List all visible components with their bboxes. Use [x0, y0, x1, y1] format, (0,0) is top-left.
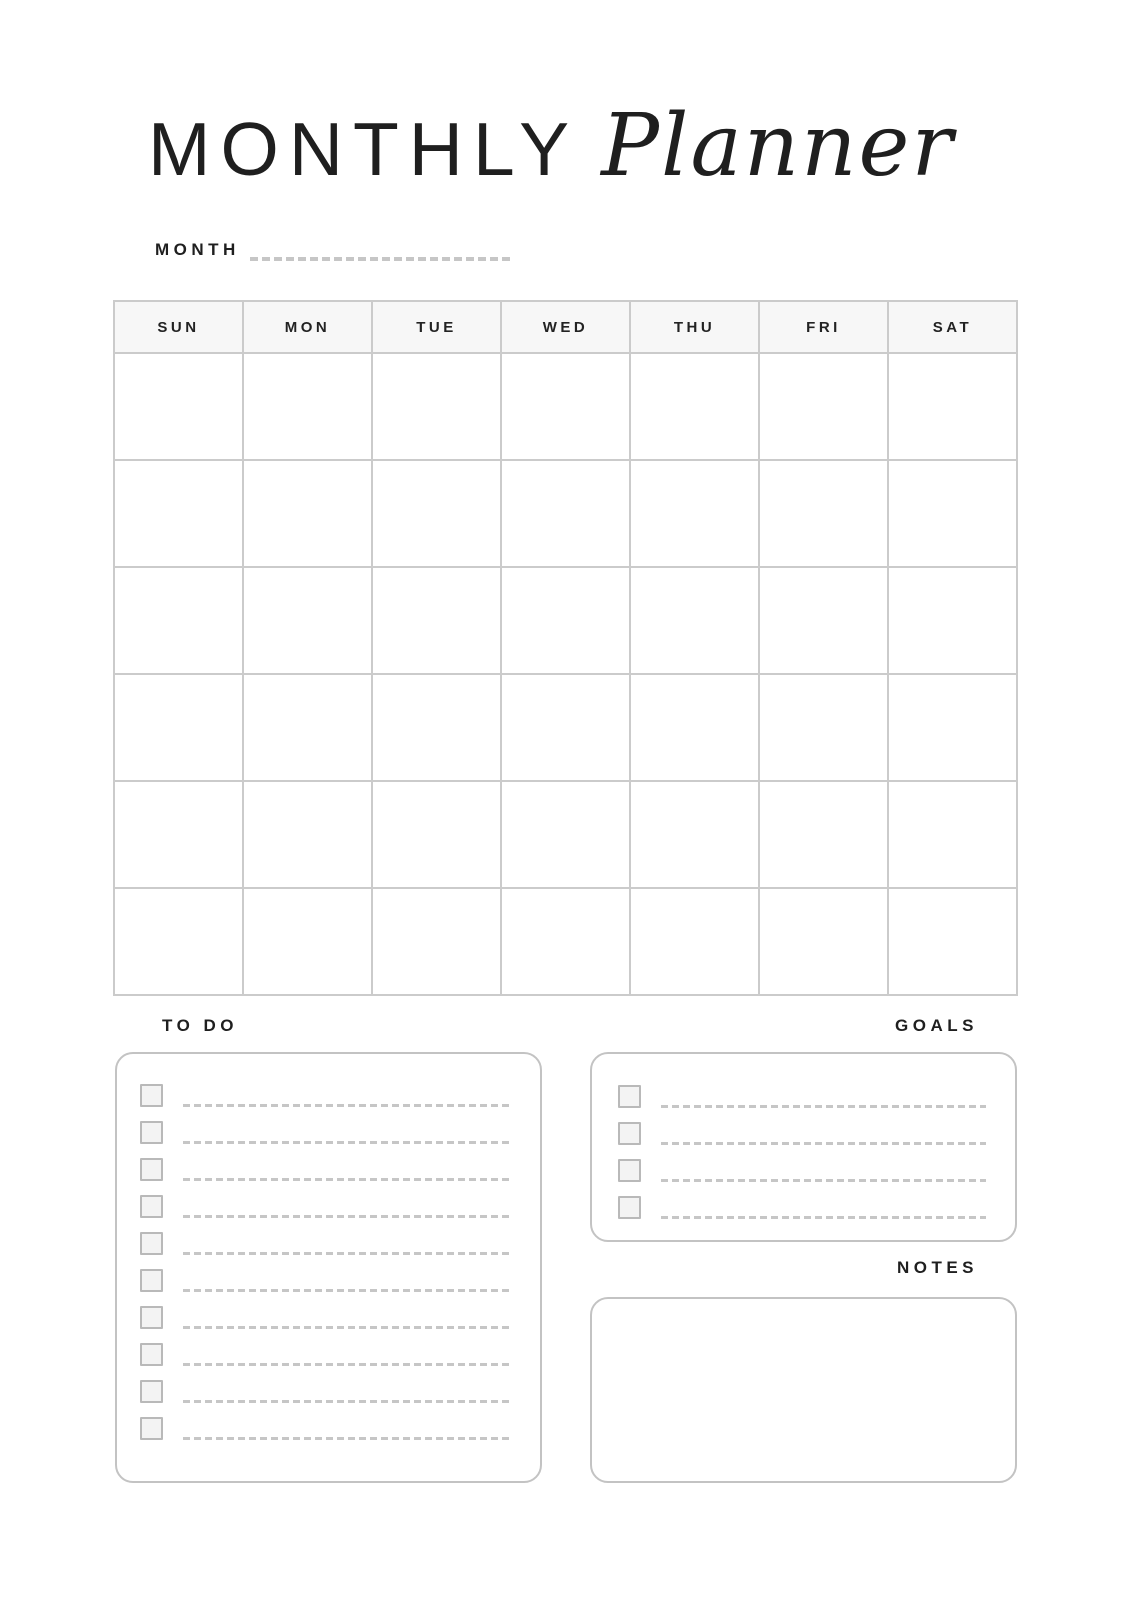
write-in-line[interactable]	[183, 1289, 511, 1292]
todo-item	[140, 1158, 540, 1195]
calendar-day-cell[interactable]	[888, 781, 1017, 888]
week-row	[114, 674, 1017, 781]
write-in-line[interactable]	[661, 1105, 986, 1108]
write-in-line[interactable]	[183, 1215, 511, 1218]
todo-item	[140, 1084, 540, 1121]
write-in-line[interactable]	[661, 1142, 986, 1145]
write-in-line[interactable]	[183, 1104, 511, 1107]
goal-item	[618, 1085, 1015, 1122]
calendar-day-cell[interactable]	[630, 567, 759, 674]
calendar-day-cell[interactable]	[630, 888, 759, 995]
calendar-day-cell[interactable]	[630, 674, 759, 781]
write-in-line[interactable]	[183, 1326, 511, 1329]
checkbox[interactable]	[140, 1121, 163, 1144]
calendar-day-cell[interactable]	[759, 674, 888, 781]
calendar-day-cell[interactable]	[372, 888, 501, 995]
calendar-day-cell[interactable]	[501, 567, 630, 674]
goals-label: GOALS	[895, 1016, 978, 1035]
checkbox[interactable]	[140, 1232, 163, 1255]
todo-item	[140, 1417, 540, 1454]
calendar-day-cell[interactable]	[501, 674, 630, 781]
day-header-wed: WED	[501, 301, 630, 353]
calendar-table	[113, 300, 1018, 996]
checkbox[interactable]	[618, 1085, 641, 1108]
day-header-fri: FRI	[759, 301, 888, 353]
calendar-day-cell[interactable]	[501, 353, 630, 460]
week-row	[114, 460, 1017, 567]
calendar-day-cell[interactable]	[243, 674, 372, 781]
goal-item	[618, 1159, 1015, 1196]
write-in-line[interactable]	[183, 1400, 511, 1403]
checkbox[interactable]	[618, 1159, 641, 1182]
day-header-tue: TUE	[372, 301, 501, 353]
title-monthly: MONTHLY	[148, 107, 580, 191]
calendar-day-cell[interactable]	[243, 888, 372, 995]
day-header-row	[114, 301, 1017, 353]
write-in-line[interactable]	[661, 1216, 986, 1219]
calendar-day-cell[interactable]	[630, 781, 759, 888]
calendar-day-cell[interactable]	[372, 674, 501, 781]
month-label: MONTH	[155, 240, 240, 259]
day-header-sun: SUN	[114, 301, 243, 353]
checkbox[interactable]	[140, 1380, 163, 1403]
calendar-day-cell[interactable]	[759, 353, 888, 460]
checkbox[interactable]	[618, 1122, 641, 1145]
checkbox[interactable]	[140, 1084, 163, 1107]
goal-item	[618, 1196, 1015, 1233]
calendar-day-cell[interactable]	[114, 567, 243, 674]
calendar-header	[114, 301, 1017, 353]
calendar-day-cell[interactable]	[114, 888, 243, 995]
todo-item	[140, 1306, 540, 1343]
notes-writing-area[interactable]	[590, 1297, 1017, 1483]
calendar-day-cell[interactable]	[243, 781, 372, 888]
calendar-day-cell[interactable]	[372, 567, 501, 674]
month-write-in-line[interactable]	[250, 257, 510, 261]
calendar-day-cell[interactable]	[630, 460, 759, 567]
week-row	[114, 781, 1017, 888]
calendar-day-cell[interactable]	[501, 888, 630, 995]
week-row	[114, 567, 1017, 674]
calendar-day-cell[interactable]	[501, 460, 630, 567]
todo-item	[140, 1195, 540, 1232]
week-row	[114, 353, 1017, 460]
calendar-day-cell[interactable]	[372, 353, 501, 460]
day-header-sat: SAT	[888, 301, 1017, 353]
calendar-day-cell[interactable]	[114, 353, 243, 460]
write-in-line[interactable]	[183, 1252, 511, 1255]
todo-item	[140, 1121, 540, 1158]
calendar-body	[114, 353, 1017, 995]
calendar-day-cell[interactable]	[759, 567, 888, 674]
checkbox[interactable]	[140, 1417, 163, 1440]
calendar-day-cell[interactable]	[243, 460, 372, 567]
checkbox[interactable]	[140, 1269, 163, 1292]
todo-item	[140, 1232, 540, 1269]
calendar-day-cell[interactable]	[759, 888, 888, 995]
write-in-line[interactable]	[183, 1363, 511, 1366]
title-planner-script: Planner	[601, 96, 955, 196]
calendar-day-cell[interactable]	[243, 567, 372, 674]
write-in-line[interactable]	[183, 1178, 511, 1181]
month-field	[155, 240, 510, 260]
calendar-day-cell[interactable]	[888, 567, 1017, 674]
calendar-day-cell[interactable]	[501, 781, 630, 888]
calendar-day-cell[interactable]	[114, 674, 243, 781]
todo-item	[140, 1343, 540, 1380]
calendar-day-cell[interactable]	[372, 460, 501, 567]
write-in-line[interactable]	[183, 1437, 511, 1440]
calendar-day-cell[interactable]	[114, 460, 243, 567]
calendar-day-cell[interactable]	[888, 460, 1017, 567]
checkbox[interactable]	[140, 1343, 163, 1366]
calendar-day-cell[interactable]	[888, 674, 1017, 781]
goals-box	[590, 1052, 1017, 1242]
calendar-day-cell[interactable]	[759, 781, 888, 888]
calendar-day-cell[interactable]	[759, 460, 888, 567]
day-header-thu: THU	[630, 301, 759, 353]
todo-item	[140, 1380, 540, 1417]
calendar-day-cell[interactable]	[243, 353, 372, 460]
calendar-day-cell[interactable]	[888, 888, 1017, 995]
checkbox[interactable]	[140, 1158, 163, 1181]
checkbox[interactable]	[140, 1195, 163, 1218]
todo-label: TO DO	[162, 1016, 239, 1035]
week-row	[114, 888, 1017, 995]
todo-box	[115, 1052, 542, 1483]
notes-label: NOTES	[896, 1258, 978, 1277]
checkbox[interactable]	[140, 1306, 163, 1329]
calendar-day-cell[interactable]	[630, 353, 759, 460]
write-in-line[interactable]	[661, 1179, 986, 1182]
day-header-mon: MON	[243, 301, 372, 353]
goal-item	[618, 1122, 1015, 1159]
todo-item	[140, 1269, 540, 1306]
calendar-day-cell[interactable]	[888, 353, 1017, 460]
calendar-day-cell[interactable]	[114, 781, 243, 888]
write-in-line[interactable]	[183, 1141, 511, 1144]
checkbox[interactable]	[618, 1196, 641, 1219]
calendar-day-cell[interactable]	[372, 781, 501, 888]
page-title	[148, 96, 955, 196]
